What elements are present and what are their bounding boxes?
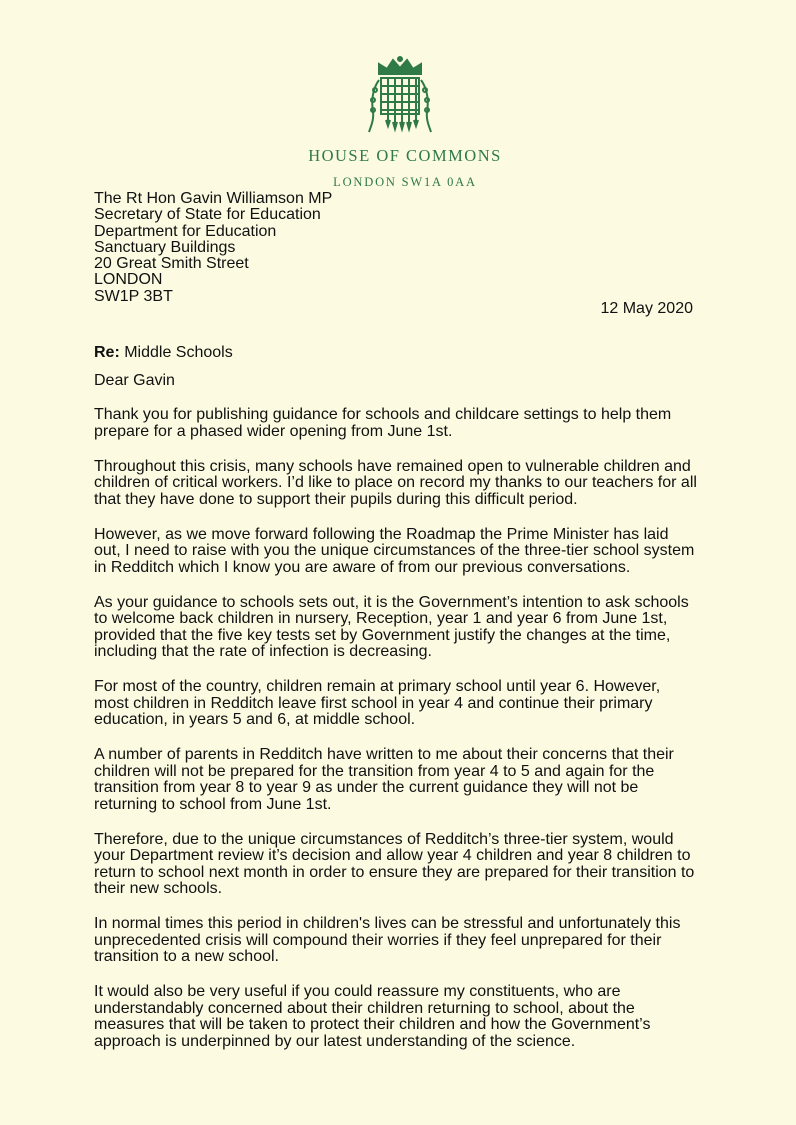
- paragraph-line: approach is underpinned by our latest understanding of the science.: [94, 1032, 576, 1050]
- paragraph-line: children of critical workers. I’d like to place on record my thanks to our teachers for all: [94, 474, 697, 491]
- recipient-line: LONDON: [94, 271, 163, 289]
- paragraph: [94, 679, 714, 729]
- paragraph-line: children will not be prepared for the transition from year 4 to 5 and again for the: [94, 762, 655, 780]
- letterhead-address: LONDON SW1A 0AA: [333, 175, 477, 189]
- paragraph-line: unprecedented crisis will compound their worries if they feel unprepared for their: [94, 931, 662, 949]
- paragraph-line: out, I need to raise with you the unique circumstances of the three-tier school system: [94, 542, 695, 559]
- paragraphs-container: [94, 407, 714, 1050]
- paragraph-line: For most of the country, children remain at primary school until year 6. However,: [94, 678, 661, 695]
- paragraph-line: that they have done to support their pupils during this difficult period.: [94, 490, 578, 508]
- recipient-line: Department for Education: [94, 222, 277, 240]
- paragraph-line: Throughout this crisis, many schools have remained open to vulnerable children and: [94, 457, 691, 475]
- paragraph-line: your Department review it’s decision and allow year 4 children and year 8 children to: [94, 847, 691, 864]
- paragraph-line: transition to a new school.: [94, 948, 279, 965]
- letter-date: 12 May 2020: [600, 300, 693, 317]
- paragraph-line: education, in years 5 and 6, at middle school.: [94, 711, 416, 728]
- paragraph-line: to welcome back children in nursery, Reception, year 1 and year 6 from June 1st,: [94, 610, 668, 627]
- recipient-line: SW1P 3BT: [94, 287, 173, 305]
- paragraph: [94, 459, 714, 509]
- paragraph-line: return to school next month in order to ensure they are prepared for their transition to: [94, 863, 695, 881]
- paragraph: [94, 832, 714, 898]
- paragraph: [94, 595, 714, 661]
- paragraph-line: transition from year 8 to year 9 as under the current guidance they will not be: [94, 779, 639, 796]
- subject-text: Middle Schools: [119, 344, 233, 361]
- paragraph-line: measures that will be taken to protect their children and how the Government’s: [94, 1016, 651, 1033]
- paragraph-line: including that the rate of infection is decreasing.: [94, 643, 432, 660]
- paragraph: [94, 916, 714, 966]
- paragraph-line: In normal times this period in children's lives can be stressful and unfortunately this: [94, 915, 681, 932]
- subject-line: [94, 345, 714, 362]
- recipient-line: Sanctuary Buildings: [94, 238, 236, 256]
- recipient-address-block: [94, 191, 332, 305]
- paragraph: [94, 407, 714, 440]
- paragraph-line: returning to school from June 1st.: [94, 795, 332, 813]
- paragraph-line: However, as we move forward following the Roadmap the Prime Minister has laid: [94, 525, 669, 543]
- paragraph: [94, 747, 714, 813]
- paragraph-line: It would also be very useful if you could reassure my constituents, who are: [94, 983, 621, 1000]
- paragraph-line: in Redditch which I know you are aware of from our previous conversations.: [94, 558, 631, 576]
- salutation: Dear Gavin: [94, 371, 175, 389]
- paragraph: [94, 984, 714, 1050]
- paragraph: [94, 527, 714, 577]
- paragraph-line: understandably concerned about their children returning to school, about the: [94, 999, 635, 1017]
- letterhead-organisation: HOUSE OF COMMONS: [308, 146, 502, 165]
- portcullis-crest-icon: [365, 56, 435, 136]
- paragraph-line: Therefore, due to the unique circumstances of Redditch’s three-tier system, would: [94, 830, 674, 848]
- paragraph-line: their new schools.: [94, 880, 223, 897]
- recipient-line: The Rt Hon Gavin Williamson MP: [94, 190, 333, 207]
- paragraph-line: most children in Redditch leave first school in year 4 and continue their primary: [94, 694, 653, 712]
- paragraph-line: provided that the five key tests set by Government justify the changes at the time,: [94, 626, 671, 644]
- paragraph-line: prepare for a phased wider opening from June 1st.: [94, 422, 453, 440]
- paragraph-line: Thank you for publishing guidance for schools and childcare settings to help them: [94, 406, 672, 423]
- subject-label: Re:: [94, 344, 120, 361]
- letter-body: [94, 345, 714, 1069]
- paragraph-line: A number of parents in Redditch have written to me about their concerns that their: [94, 746, 674, 763]
- recipient-line: Secretary of State for Education: [94, 206, 321, 224]
- paragraph-line: As your guidance to schools sets out, it is the Government’s intention to ask schools: [94, 593, 689, 611]
- recipient-line: 20 Great Smith Street: [94, 255, 249, 273]
